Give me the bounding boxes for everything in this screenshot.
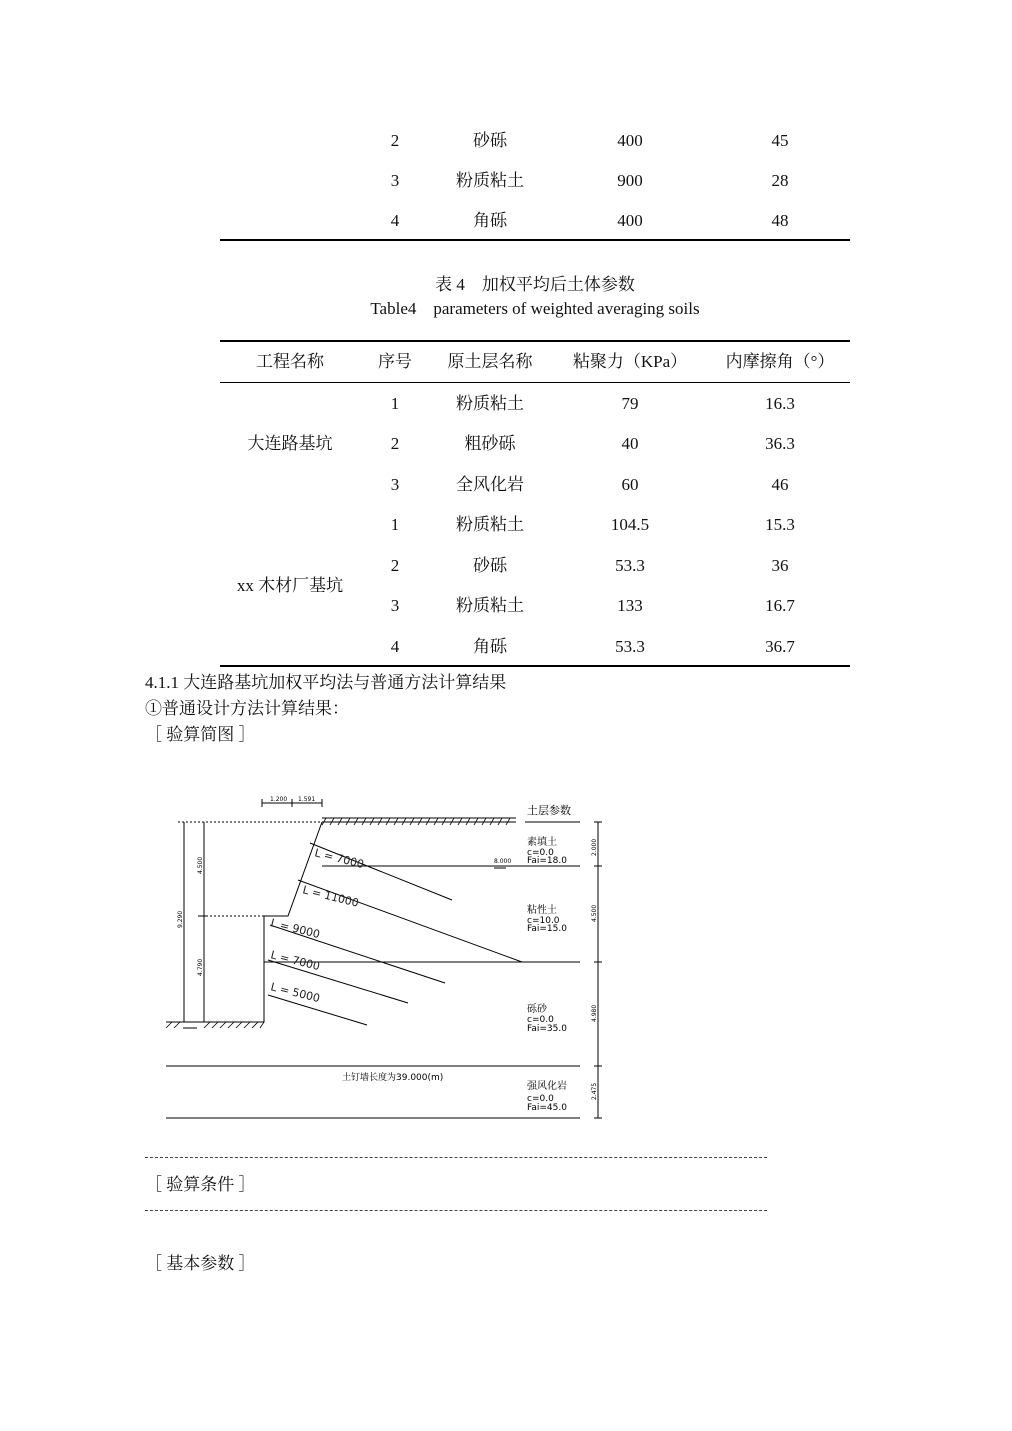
dim-label: 4.790 xyxy=(197,958,204,976)
table-cell: 133 xyxy=(617,596,643,615)
table-cell: 粉质粘土 xyxy=(456,171,524,190)
soil-cohesion: c=0.0 xyxy=(527,1094,554,1104)
section-label-diagram: ［ 验算简图 ］ xyxy=(145,725,256,744)
table-cell: 粉质粘土 xyxy=(456,596,524,615)
nail-length-label: L = 7000 xyxy=(269,948,322,974)
dim-label: 1.591 xyxy=(298,796,316,803)
dim-label: 1.200 xyxy=(270,796,288,803)
dim-label: 4.980 xyxy=(591,1004,598,1022)
table-cell: 16.3 xyxy=(765,394,795,413)
table-cell: 15.3 xyxy=(765,515,795,534)
soil-friction: Fai=35.0 xyxy=(527,1024,567,1034)
soil-friction: Fai=18.0 xyxy=(527,856,567,866)
table-cell: 48 xyxy=(771,211,789,230)
table-cell: 粗砂砾 xyxy=(464,434,516,453)
wall-length-label: 土钉墙长度为39.000(m) xyxy=(342,1073,444,1083)
header-project: 工程名称 xyxy=(256,352,324,371)
table-cell: 砂砾 xyxy=(473,131,507,150)
table-cell: 2 xyxy=(390,556,400,575)
header-cohesion: 粘聚力（KPa） xyxy=(572,352,688,371)
table-cell: 36.3 xyxy=(765,434,795,453)
project-name: 大连路基坑 xyxy=(247,434,333,453)
table-cell: 400 xyxy=(617,131,643,150)
section-label-conditions: ［ 验算条件 ］ xyxy=(145,1175,256,1194)
table-cell: 3 xyxy=(390,475,400,494)
table-cell: 900 xyxy=(617,171,643,190)
table-cell: 79 xyxy=(621,394,639,413)
soil-friction: Fai=45.0 xyxy=(527,1103,567,1113)
dim-label: 9.290 xyxy=(177,910,184,928)
table-cell: 1 xyxy=(390,515,400,534)
project-name: xx 木材厂基坑 xyxy=(236,576,344,595)
nail-length-label: L = 5000 xyxy=(269,980,322,1006)
table-caption-en: Table4 parameters of weighted averaging soils xyxy=(370,299,700,318)
dim-label: 2.000 xyxy=(591,838,598,856)
nail-length-label: L = 7000 xyxy=(313,846,366,872)
soil-cohesion: c=0.0 xyxy=(527,1015,554,1025)
nail-length-label: L = 9000 xyxy=(269,916,322,942)
table-cell: 36 xyxy=(771,556,789,575)
table-cell: 60 xyxy=(621,475,639,494)
table-cell: 46 xyxy=(771,475,789,494)
dim-label: 4.500 xyxy=(591,904,598,922)
soil-header: 土层参数 xyxy=(527,804,571,817)
table-cell: 3 xyxy=(390,596,400,615)
table-cell: 2 xyxy=(390,131,400,150)
table-cell: 角砾 xyxy=(473,637,507,656)
section-label-params: ［ 基本参数 ］ xyxy=(145,1254,256,1273)
table-cell: 粉质粘土 xyxy=(456,394,524,413)
table-cell: 砂砾 xyxy=(473,556,507,575)
section-heading: 4.1.1 大连路基坑加权平均法与普通方法计算结果 xyxy=(145,673,507,692)
dashed-divider xyxy=(145,1210,767,1211)
table-cell: 3 xyxy=(390,171,400,190)
table-caption-cn: 表 4 加权平均后土体参数 xyxy=(435,275,635,294)
table-cell: 28 xyxy=(771,171,789,190)
soil-name: 素填土 xyxy=(527,837,557,848)
table-cell: 1 xyxy=(390,394,400,413)
table-cell: 400 xyxy=(617,211,643,230)
table-cell: 53.3 xyxy=(615,556,645,575)
table-cell: 角砾 xyxy=(473,211,507,230)
water-level-label: 8.000 xyxy=(494,858,512,865)
nail-length-label: L = 11000 xyxy=(301,883,361,910)
table-cell: 4 xyxy=(390,211,400,230)
dashed-divider xyxy=(145,1157,767,1158)
table-cell: 16.7 xyxy=(765,596,795,615)
table-cell: 45 xyxy=(771,131,789,150)
table-cell: 53.3 xyxy=(615,637,645,656)
header-layer: 原土层名称 xyxy=(447,352,533,371)
subheading: ①普通设计方法计算结果： xyxy=(145,699,349,718)
table-cell: 40 xyxy=(621,434,639,453)
dim-label: 4.500 xyxy=(197,856,204,874)
table-cell: 4 xyxy=(390,637,400,656)
table-cell: 36.7 xyxy=(765,637,795,656)
soil-name: 砾砂 xyxy=(527,1004,547,1015)
header-no: 序号 xyxy=(378,352,412,371)
soil-name: 强风化岩 xyxy=(527,1081,567,1092)
table-cell: 粉质粘土 xyxy=(456,515,524,534)
soil-cohesion: c=10.0 xyxy=(527,916,560,926)
soil-friction: Fai=15.0 xyxy=(527,924,567,934)
header-friction: 内摩擦角（°） xyxy=(725,352,835,371)
dim-label: 2.475 xyxy=(591,1082,598,1100)
soil-name: 粘性土 xyxy=(527,905,557,916)
table-cell: 全风化岩 xyxy=(456,475,524,494)
table-cell: 104.5 xyxy=(610,515,650,534)
table-cell: 2 xyxy=(390,434,400,453)
soil-cohesion: c=0.0 xyxy=(527,848,554,858)
